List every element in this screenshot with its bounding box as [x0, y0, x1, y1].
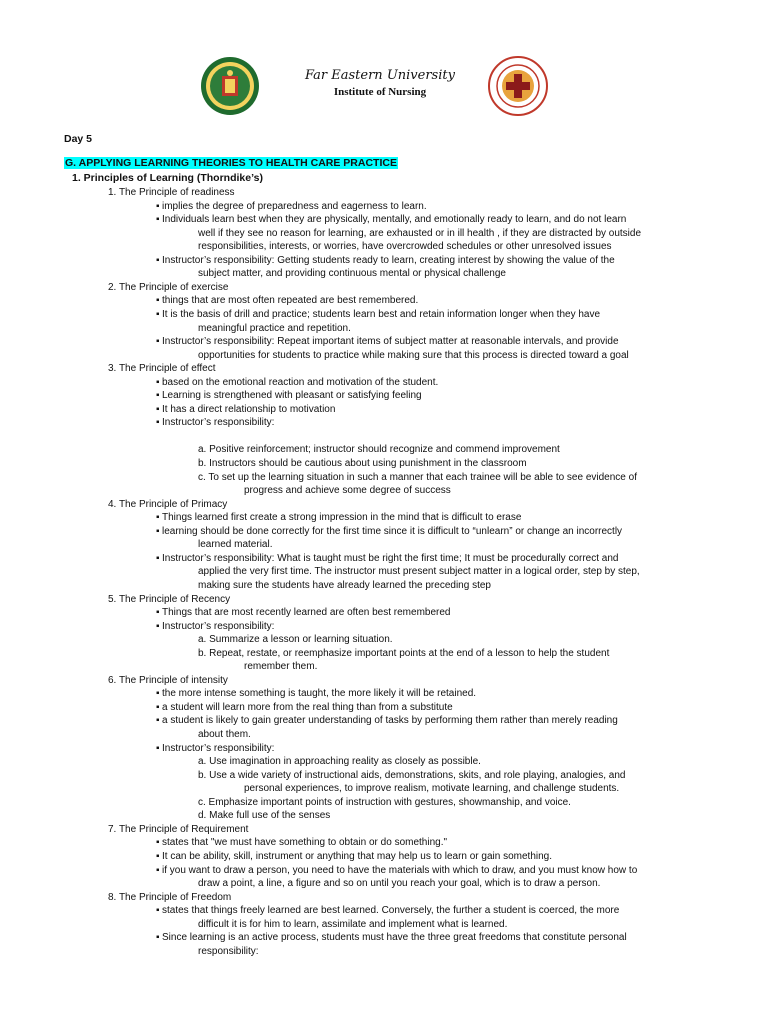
bullet-icon: ▪	[156, 905, 160, 917]
bullet-item	[156, 687, 476, 700]
bullet-icon: ▪	[156, 688, 160, 700]
bullet-icon: ▪	[156, 214, 160, 226]
bullet-item	[156, 742, 274, 755]
line-text: a student is likely to gain greater understanding of tasks by performing them rather than merely reading	[162, 715, 618, 727]
line-text: difficult it is for him to learn, assimilate and implement what is learned.	[198, 918, 508, 930]
line-text: 7. The Principle of Requirement	[108, 823, 249, 835]
section-heading: G. APPLYING LEARNING THEORIES TO HEALTH CARE PRACTICE	[65, 157, 397, 169]
line-text: implies the degree of preparedness and eagerness to learn.	[162, 200, 427, 212]
line-text: progress and achieve some degree of success	[244, 485, 451, 497]
line-text: d. Make full use of the senses	[198, 810, 331, 822]
line-text: 6. The Principle of intensity	[108, 674, 228, 686]
line-text: Instructor’s responsibility: Getting students ready to learn, creating interest by showing the value of the	[162, 254, 615, 266]
list-line	[198, 538, 272, 551]
list-line	[198, 755, 481, 768]
line-text: 3. The Principle of effect	[108, 363, 216, 375]
bullet-item	[156, 714, 618, 727]
list-line	[198, 267, 506, 280]
principle-heading	[108, 674, 228, 687]
bullet-icon: ▪	[156, 308, 160, 320]
bullet-icon: ▪	[156, 742, 160, 754]
line-text: Since learning is an active process, students must have the three great freedoms that constitute personal	[162, 932, 627, 944]
list-line	[198, 796, 571, 809]
bullet-icon: ▪	[156, 254, 160, 266]
bullet-icon: ▪	[156, 417, 160, 429]
bullet-item	[156, 552, 618, 565]
line-text: b. Use a wide variety of instructional aids, demonstrations, skits, and role playing, analogies, and	[198, 769, 626, 781]
principle-heading	[108, 362, 215, 375]
line-text: 4. The Principle of Primacy	[108, 498, 228, 510]
line-text: a. Use imagination in approaching reality as closely as possible.	[198, 756, 481, 768]
bullet-icon: ▪	[156, 850, 160, 862]
bullet-item	[156, 620, 274, 633]
line-text: states that "we must have something to obtain or do something."	[162, 837, 448, 849]
line-text: making sure the students have already learned the preceding step	[198, 579, 491, 591]
line-text: b. Repeat, restate, or reemphasize important points at the end of a lesson to help the student	[198, 647, 610, 659]
bullet-item	[156, 864, 637, 877]
bullet-icon: ▪	[156, 552, 160, 564]
principle-heading	[108, 823, 248, 836]
line-text: Things learned first create a strong impression in the mind that is difficult to erase	[162, 512, 522, 524]
line-text: Instructor’s responsibility:	[162, 417, 275, 429]
line-text: Things that are most recently learned are often best remembered	[162, 607, 451, 619]
line-text: Instructor’s responsibility:	[162, 620, 275, 632]
line-text: meaningful practice and repetition.	[198, 322, 351, 334]
bullet-icon: ▪	[156, 512, 160, 524]
list-line	[198, 443, 560, 456]
line-text: opportunities for students to practice while making sure that this process is directed toward a goal	[198, 349, 629, 361]
line-text: the more intense something is taught, the more likely it will be retained.	[162, 688, 477, 700]
principle-heading	[108, 593, 230, 606]
line-text: learned material.	[198, 539, 273, 551]
list-line	[198, 471, 637, 484]
bullet-icon: ▪	[156, 715, 160, 727]
university-name: Far Eastern University	[305, 68, 455, 83]
list-line	[198, 322, 351, 335]
principle-heading	[108, 891, 231, 904]
line-text: a. Summarize a lesson or learning situation.	[198, 634, 393, 646]
bullet-item	[156, 335, 619, 348]
list-line	[198, 633, 393, 646]
bullet-item	[156, 931, 627, 944]
bullet-item	[156, 511, 521, 524]
list-line	[198, 945, 259, 958]
line-text: c. Emphasize important points of instruction with gestures, showmanship, and voice.	[198, 796, 571, 808]
bullet-icon: ▪	[156, 200, 160, 212]
line-text: Instructor’s responsibility:	[162, 742, 275, 754]
document-header	[0, 52, 768, 122]
list-line	[198, 240, 612, 253]
line-text: remember them.	[244, 661, 318, 673]
list-line	[198, 227, 641, 240]
bullet-item	[156, 836, 447, 849]
bullet-icon: ▪	[156, 837, 160, 849]
line-text: about them.	[198, 729, 251, 740]
day-label: Day 5	[64, 133, 93, 145]
line-text: subject matter, and providing continuous mental or physical challenge	[198, 268, 506, 280]
list-line	[198, 809, 330, 822]
list-line	[198, 769, 625, 782]
list-line	[198, 457, 527, 470]
list-line	[198, 579, 491, 592]
institute-name: Institute of Nursing	[333, 86, 427, 98]
principle-heading	[108, 281, 228, 294]
line-text: if you want to draw a person, you need to have the materials with which to draw, and you must know how to	[162, 864, 638, 876]
bullet-item	[156, 606, 450, 619]
bullet-item	[156, 701, 453, 714]
line-text: It has a direct relationship to motivation	[162, 403, 336, 415]
line-text: based on the emotional reaction and motivation of the student.	[162, 376, 439, 388]
line-text: It can be ability, skill, instrument or anything that may help us to learn or gain something.	[162, 850, 553, 862]
bullet-icon: ▪	[156, 620, 160, 632]
bullet-icon: ▪	[156, 403, 160, 415]
bullet-item	[156, 904, 619, 917]
line-text: Instructor’s responsibility: What is taught must be right the first time; It must be procedurally correct and	[162, 552, 619, 564]
line-text: responsibilities, interests, or worries, have overcrowded schedules or other unresolved issues	[198, 241, 612, 253]
line-text: personal experiences, to improve realism, motivate learning, and challenge students.	[244, 783, 620, 795]
line-text: well if they see no reason for learning, are exhausted or in ill health , if they are distracted by outside	[198, 227, 642, 239]
bullet-icon: ▪	[156, 525, 160, 537]
bullet-icon: ▪	[156, 932, 160, 944]
subsection-heading: 1. Principles of Learning (Thorndike’s)	[72, 172, 263, 184]
line-text: 5. The Principle of Recency	[108, 593, 231, 605]
bullet-icon: ▪	[156, 336, 160, 348]
line-text: 8. The Principle of Freedom	[108, 891, 232, 903]
bullet-item	[156, 308, 600, 321]
bullet-icon: ▪	[156, 864, 160, 876]
list-line	[198, 647, 609, 660]
list-line	[244, 660, 317, 673]
bullet-item	[156, 416, 274, 429]
line-text: a student will learn more from the real thing than from a substitute	[162, 701, 453, 713]
line-text: responsibility:	[198, 945, 259, 957]
bullet-item	[156, 294, 418, 307]
bullet-item	[156, 254, 615, 267]
line-text: states that things freely learned are best learned. Conversely, the further a student is coerced, the more	[162, 905, 620, 917]
line-text: draw a point, a line, a figure and so on until you reach your goal, which is to draw a person.	[198, 878, 601, 890]
nursing-institute-seal-icon	[488, 56, 548, 116]
bullet-icon: ▪	[156, 376, 160, 388]
line-text: b. Instructors should be cautious about using punishment in the classroom	[198, 458, 527, 469]
bullet-icon: ▪	[156, 607, 160, 619]
list-line	[198, 349, 629, 362]
line-text: learning should be done correctly for the first time since it is difficult to “unlearn” or change an incorrectly	[162, 525, 623, 537]
line-text: Learning is strengthened with pleasant or satisfying feeling	[162, 390, 422, 402]
line-text: a. Positive reinforcement; instructor should recognize and commend improvement	[198, 444, 560, 456]
feu-university-seal-icon	[200, 56, 260, 116]
line-text: It is the basis of drill and practice; students learn best and retain information longer when they have	[162, 308, 601, 320]
line-text: things that are most often repeated are best remembered.	[162, 295, 419, 307]
bullet-item	[156, 213, 626, 226]
list-line	[198, 918, 507, 931]
line-text: c. To set up the learning situation in such a manner that each trainee will be able to see evidence of	[198, 471, 637, 483]
bullet-item	[156, 403, 335, 416]
list-line	[198, 877, 600, 890]
line-text: applied the very first time. The instructor must present subject matter in a logical order, step by step,	[198, 566, 640, 578]
list-line	[198, 728, 251, 741]
bullet-icon: ▪	[156, 701, 160, 713]
principle-heading	[108, 186, 235, 199]
bullet-icon: ▪	[156, 390, 160, 402]
list-line	[244, 484, 451, 497]
line-text: Individuals learn best when they are physically, mentally, and emotionally ready to learn, and do not learn	[162, 214, 627, 226]
list-line	[198, 565, 640, 578]
list-line	[244, 782, 619, 795]
line-text: 2. The Principle of exercise	[108, 281, 229, 293]
bullet-item	[156, 376, 438, 389]
bullet-item	[156, 525, 622, 538]
line-text: 1. The Principle of readiness	[108, 187, 235, 198]
bullet-item	[156, 389, 422, 402]
bullet-item	[156, 200, 427, 213]
principle-heading	[108, 498, 227, 511]
line-text: Instructor’s responsibility: Repeat important items of subject matter at reasonable intervals, and provide	[162, 336, 619, 348]
bullet-icon: ▪	[156, 295, 160, 307]
bullet-item	[156, 850, 552, 863]
